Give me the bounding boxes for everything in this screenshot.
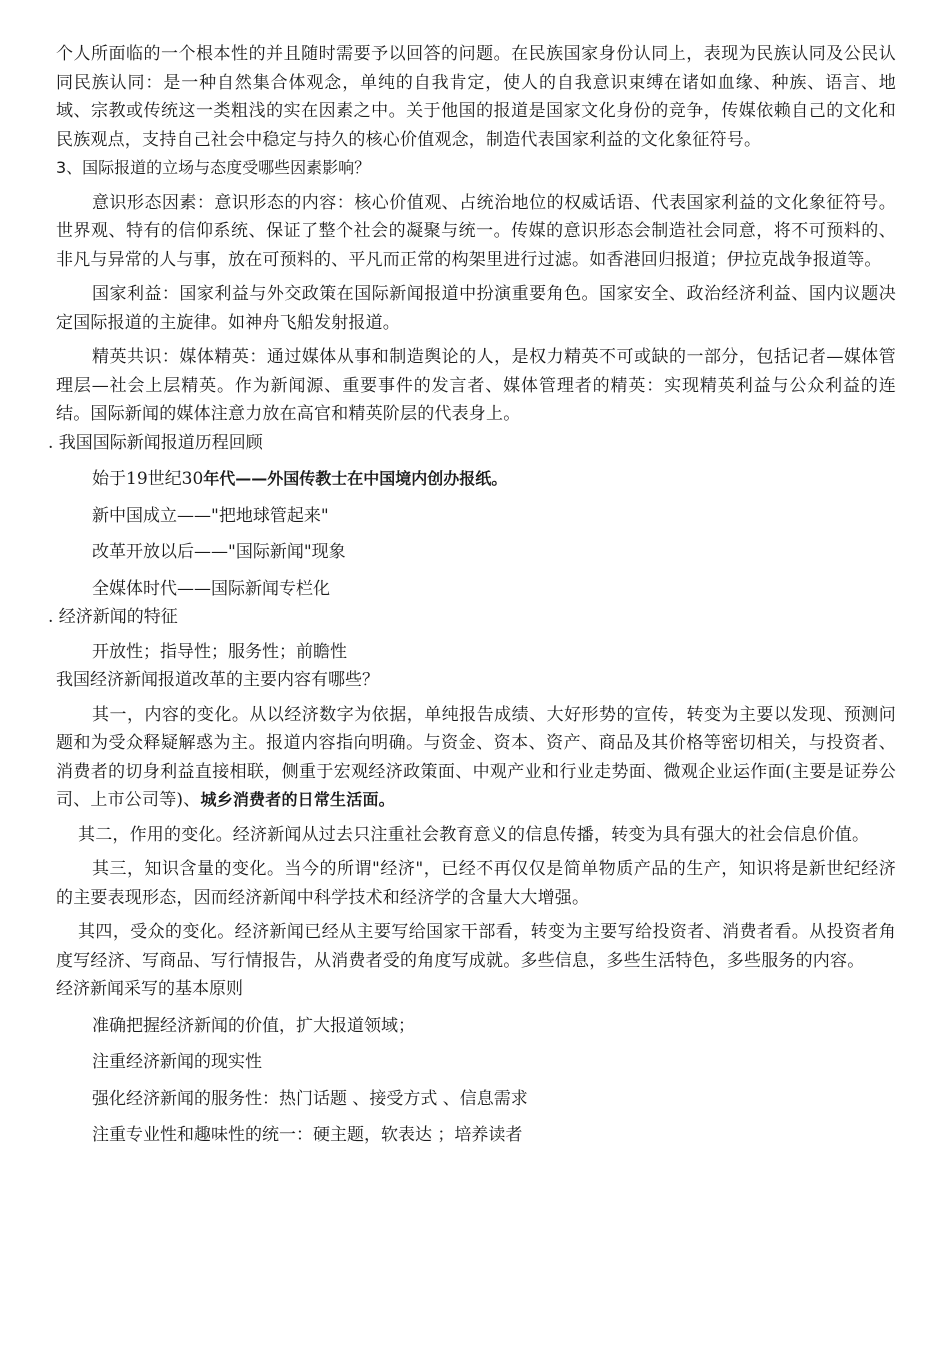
reform-point-2: 其二，作用的变化。经济新闻从过去只注重社会教育意义的信息传播，转变为具有强大的社会信息价值。: [78, 824, 870, 845]
econ-features-heading: . 经济新闻的特征: [48, 607, 178, 627]
history-item-1-start: 始于19世纪30: [92, 469, 204, 489]
paragraph-national-interest: 国家利益：国家利益与外交政策在国际新闻报道中扮演重要角色。国家安全、政治经济利益、国内议题决定国际报道的主旋律。如神舟飞船发射报道。: [56, 284, 896, 333]
reform-point-1: [56, 701, 896, 815]
principle-item-3: 强化经济新闻的服务性：热门话题 、接受方式 、信息需求: [92, 1088, 528, 1109]
history-heading: . 我国国际新闻报道历程回顾: [48, 432, 263, 453]
principle-item-2: 注重经济新闻的现实性: [92, 1052, 262, 1072]
principle-item-1: 准确把握经济新闻的价值，扩大报道领域；: [92, 1015, 415, 1036]
history-item-1-bold: 年代——外国传教士在中国境内创办报纸。: [203, 469, 508, 488]
reform-point-1-bold: 城乡消费者的日常生活面。: [200, 790, 395, 809]
history-item-3: 改革开放以后——"国际新闻"现象: [92, 542, 346, 562]
principles-heading: 经济新闻采写的基本原则: [56, 979, 243, 999]
history-item-4: 全媒体时代——国际新闻专栏化: [92, 578, 330, 599]
reform-point-3: 其三，知识含量的变化。当今的所谓"经济"，已经不再仅仅是简单物质产品的生产，知识将是新世纪经济的主要表现形态，因而经济新闻中科学技术和经济学的含量大大增强。: [56, 859, 896, 908]
econ-features-list: 开放性；指导性；服务性；前瞻性: [92, 641, 347, 662]
paragraph-ideology: 意识形态因素：意识形态的内容：核心价值观、占统治地位的权威话语、代表国家利益的文化象征符号。世界观、特有的信仰系统、保证了整个社会的凝聚与统一。传媒的意识形态会制造社会同意，将不可预料的、非凡与异常的人与事，放在可预料的、平凡而正常的构架里进行过滤。如香港回归报道；伊拉克战争报道等。: [56, 192, 896, 270]
question-3-heading: 3、国际报道的立场与态度受哪些因素影响？: [56, 158, 371, 177]
reform-point-4: 其四，受众的变化。经济新闻已经从主要写给国家干部看，转变为主要写给投资者、消费者看。从投资者角度写经济、写商品、写行情报告，从消费者受的角度写成就。多些信息，多些生活特色，多些服务的内容。: [56, 922, 896, 971]
reform-heading: 我国经济新闻报道改革的主要内容有哪些？: [56, 670, 379, 690]
history-item-1: [56, 465, 896, 494]
reform-point-1-text: 其一，内容的变化。从以经济数字为依据，单纯报告成绩、大好形势的宣传，转变为主要以发现、预测问题和为受众释疑解惑为主。报道内容指向明确。与资金、资本、资产、商品及其价格等密切相关，与投资者、消费者的切身利益直接相联，侧重于宏观经济政策面、中观产业和行业走势面、微观企业运作面(主要是证券公司、上市公司等)、: [56, 704, 896, 810]
principle-item-4: 注重专业性和趣味性的统一：硬主题，软表达 ；培养读者: [92, 1125, 523, 1145]
paragraph-identity: 个人所面临的一个根本性的并且随时需要予以回答的问题。在民族国家身份认同上，表现为民族认同及公民认同民族认同：是一种自然集合体观念，单纯的自我肯定，使人的自我意识束缚在诸如血缘、种族、语言、地域、宗教或传统这一类粗浅的实在因素之中。关于他国的报道是国家文化身份的竞争，传媒依赖自己的文化和民族观点，支持自己社会中稳定与持久的核心价值观念，制造代表国家利益的文化象征符号。: [56, 44, 896, 150]
paragraph-elite-consensus: 精英共识：媒体精英：通过媒体从事和制造舆论的人，是权力精英不可或缺的一部分，包括记者—媒体管理层—社会上层精英。作为新闻源、重要事件的发言者、媒体管理者的精英：实现精英利益与公众利益的连结。国际新闻的媒体注意力放在高官和精英阶层的代表身上。: [56, 347, 896, 424]
history-item-2: 新中国成立——"把地球管起来": [92, 505, 329, 526]
document-page: [48, 40, 896, 1150]
